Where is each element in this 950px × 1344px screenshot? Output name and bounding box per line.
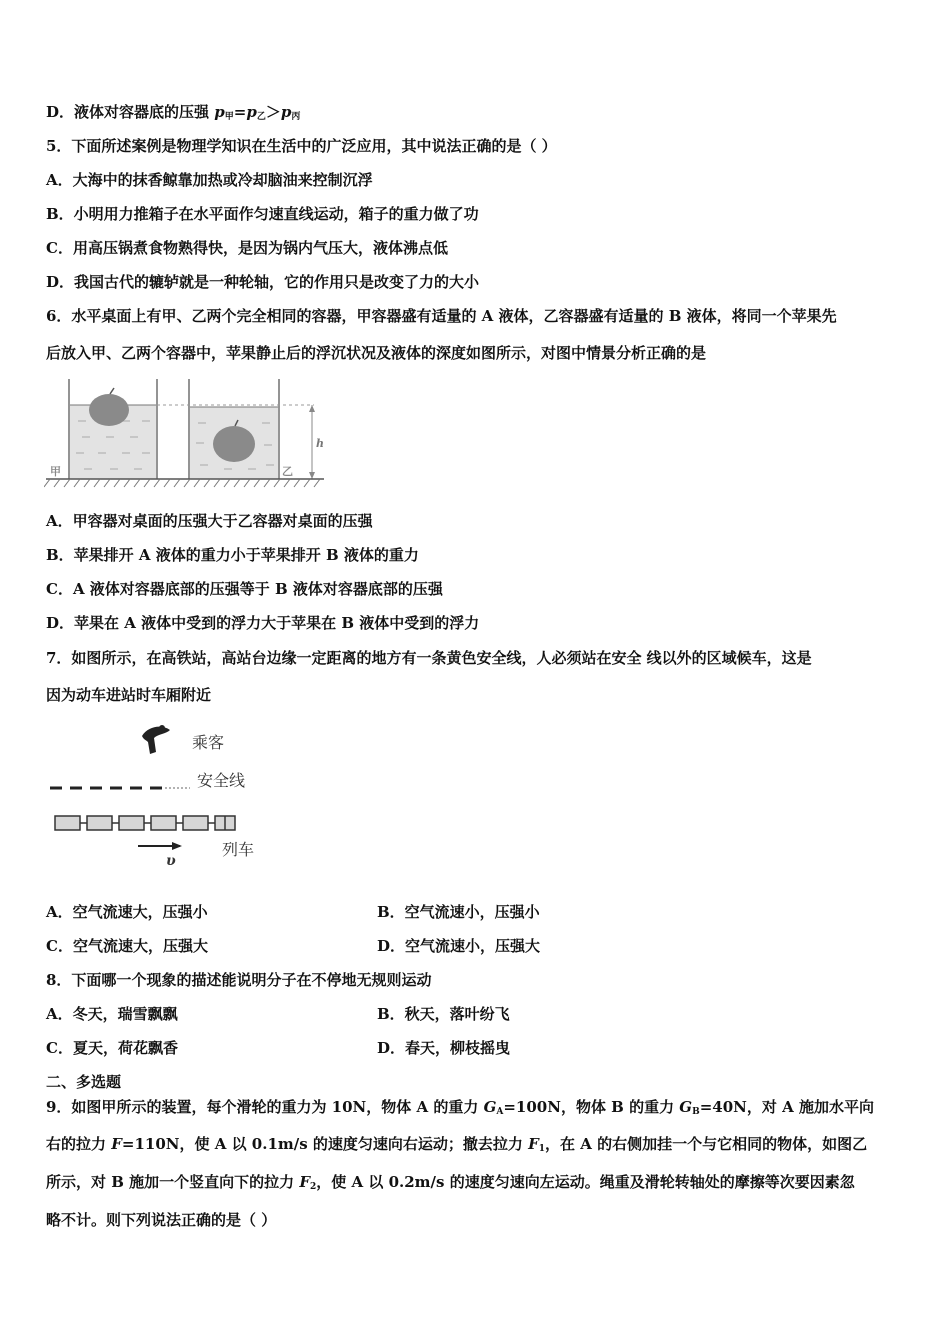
q8-option-c: C．夏天，荷花飘香	[46, 1039, 178, 1057]
velocity-arrow	[172, 842, 182, 850]
q5-option-d: D．我国古代的辘轳就是一种轮轴，它的作用只是改变了力的大小	[46, 273, 480, 291]
q8-option-a: A．冬天，瑞雪飘飘	[46, 1005, 178, 1023]
q7-stem-line2: 因为动车进站时车厢附近	[46, 686, 212, 704]
velocity-label: υ	[166, 853, 176, 869]
q5-option-c: C．用高压锅煮食物熟得快，是因为锅内气压大，液体沸点低	[46, 239, 448, 257]
q9-line1: 9．如图甲所示的装置，每个滑轮的重力为 10N，物体 A 的重力 $G_A=100N$，物体 B 的重力 $G_B=40N$，对 A 施加水平向	[46, 1098, 874, 1117]
apple-suspended	[213, 426, 255, 462]
q7-option-c: C．空气流速大，压强大	[46, 937, 208, 955]
q6-option-b: B．苹果排开 A 液体的重力小于苹果排开 B 液体的重力	[46, 546, 419, 564]
q8-option-d: D．春天，柳枝摇曳	[377, 1039, 511, 1057]
label-train: 列车	[222, 840, 255, 859]
label-yi: 乙	[282, 465, 293, 478]
label-passenger: 乘客	[192, 733, 225, 752]
label-safety-line: 安全线	[197, 771, 246, 790]
q5-option-b: B．小明用力推箱子在水平面作匀速直线运动，箱子的重力做了功	[46, 205, 479, 223]
q6-option-d: D．苹果在 A 液体中受到的浮力大于苹果在 B 液体中受到的浮力	[46, 614, 480, 632]
q7-stem-line1: 7．如图所示，在高铁站，高站台边缘一定距离的地方有一条黄色安全线，人必须站在安全 线以外的区域候车，这是	[46, 649, 812, 667]
q9-line3: 所示，对 B 施加一个竖直向下的拉力 $F_2$，使 A 以 0.2m/s 的速度匀速向左运动。绳重及滑轮转轴处的摩擦等次要因素忽	[46, 1173, 855, 1192]
q7-option-d: D．空气流速小，压强大	[377, 937, 541, 955]
q4-option-d: D．液体对容器底的压强 $p_甲=p_乙>p_丙$	[46, 103, 301, 122]
container-jia	[69, 379, 157, 479]
q6-option-c: C．A 液体对容器底部的压强等于 B 液体对容器底部的压强	[46, 580, 443, 598]
q5-stem: 5．下面所述案例是物理学知识在生活中的广泛应用，其中说法正确的是（ ）	[46, 137, 557, 155]
q6-stem-line2: 后放入甲、乙两个容器中，苹果静止后的浮沉状况及液体的深度如图所示，对图中情景分析正确的是	[46, 344, 707, 362]
q6-option-a: A．甲容器对桌面的压强大于乙容器对桌面的压强	[46, 512, 373, 530]
q8-option-b: B．秋天，落叶纷飞	[377, 1005, 510, 1023]
q6-figure	[44, 375, 334, 493]
q9-line2: 右的拉力 F=110N，使 A 以 0.1m/s 的速度匀速向右运动；撤去拉力 $F_1$，在 A 的右侧加挂一个与它相同的物体，如图乙	[46, 1135, 868, 1154]
passenger-icon	[142, 725, 170, 754]
q7-option-a: A．空气流速大，压强小	[46, 903, 208, 921]
label-jia: 甲	[50, 465, 61, 478]
q7-option-b: B．空气流速小，压强小	[377, 903, 540, 921]
section-title: 二、多选题	[46, 1073, 122, 1091]
apple-floating	[89, 394, 129, 426]
depth-label: h	[316, 437, 324, 450]
q6-stem-line1: 6．水平桌面上有甲、乙两个完全相同的容器，甲容器盛有适量的 A 液体，乙容器盛有适量的 B 液体，将同一个苹果先	[46, 307, 837, 325]
q5-option-a: A．大海中的抹香鲸靠加热或冷却脑油来控制沉浮	[46, 171, 373, 189]
q9-line4: 略不计。则下列说法正确的是（ ）	[46, 1211, 277, 1229]
q8-stem: 8．下面哪一个现象的描述能说明分子在不停地无规则运动	[46, 971, 432, 989]
container-yi	[189, 379, 279, 479]
